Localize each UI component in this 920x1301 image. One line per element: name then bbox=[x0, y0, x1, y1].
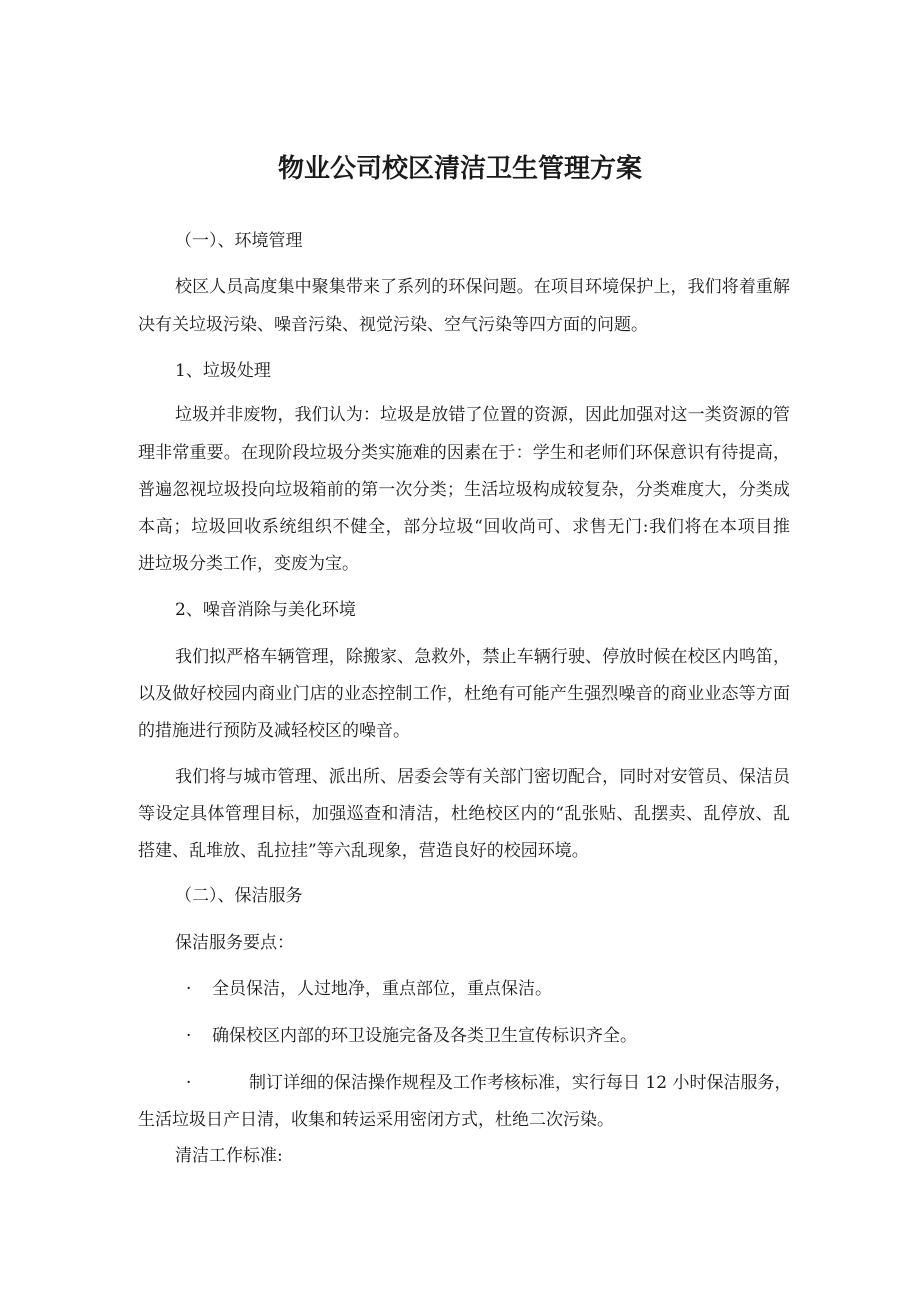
paragraph-line: 我们将与城市管理、派出所、居委会等有关部门密切配合，同时对安管员、保洁员 bbox=[175, 767, 790, 787]
subsection-heading-garbage: 1、垃圾处理 bbox=[175, 361, 271, 381]
bullet-item: 全员保洁，人过地净，重点部位，重点保洁。 bbox=[212, 979, 552, 999]
paragraph-line: 本高；垃圾回收系统组织不健全，部分垃圾“回收尚可、求售无门:我们将在本项目推 bbox=[138, 517, 790, 537]
bullet-dot-icon: · bbox=[186, 1026, 192, 1046]
paragraph-line: 以及做好校园内商业门店的业态控制工作，杜绝有可能产生强烈噪音的商业业态等方面 bbox=[138, 684, 790, 704]
document-title: 物业公司校区清洁卫生管理方案 bbox=[277, 154, 642, 184]
subsection-heading-noise: 2、噪音消除与美化环境 bbox=[175, 600, 356, 620]
paragraph-line: 决有关垃圾污染、噪音污染、视觉污染、空气污染等四方面的问题。 bbox=[138, 315, 648, 335]
bullet-item: 制订详细的保洁操作规程及工作考核标准，实行每日 12 小时保洁服务， bbox=[249, 1073, 792, 1093]
bullet-item-continuation: 生活垃圾日产日清，收集和转运采用密闭方式，杜绝二次污染。 bbox=[138, 1110, 614, 1130]
paragraph-line: 普遍忽视垃圾投向垃圾箱前的第一次分类；生活垃圾构成较复杂，分类难度大，分类成 bbox=[138, 480, 790, 500]
paragraph-line: 校区人员高度集中聚集带来了系列的环保问题。在项目环境保护上，我们将着重解 bbox=[175, 277, 790, 297]
bullet-dot-icon: · bbox=[186, 979, 192, 999]
standard-label: 清洁工作标准: bbox=[175, 1146, 283, 1166]
paragraph-line: 搭建、乱堆放、乱拉挂”等六乱现象，营造良好的校园环境。 bbox=[138, 841, 589, 861]
paragraph-line: 我们拟严格车辆管理，除搬家、急救外，禁止车辆行驶、停放时候在校区内鸣笛， bbox=[175, 647, 790, 667]
bullet-dot-icon: · bbox=[186, 1073, 192, 1093]
points-label: 保洁服务要点： bbox=[175, 933, 294, 953]
bullet-item: 确保校区内部的环卫设施完备及各类卫生宣传标识齐全。 bbox=[212, 1026, 637, 1046]
section-heading-environment: （一）、环境管理 bbox=[175, 231, 303, 251]
section-heading-cleaning: （二）、保洁服务 bbox=[175, 886, 303, 906]
paragraph-line: 垃圾并非废物，我们认为：垃圾是放错了位置的资源，因此加强对这一类资源的管 bbox=[175, 405, 790, 425]
paragraph-line: 的措施进行预防及减轻校区的噪音。 bbox=[138, 721, 410, 741]
paragraph-line: 理非常重要。在现阶段垃圾分类实施难的因素在于：学生和老师们环保意识有待提高， bbox=[138, 443, 790, 463]
paragraph-line: 等设定具体管理目标，加强巡查和清洁，杜绝校区内的“乱张贴、乱摆卖、乱停放、乱 bbox=[138, 804, 790, 824]
paragraph-line: 进垃圾分类工作，变废为宝。 bbox=[138, 554, 359, 574]
